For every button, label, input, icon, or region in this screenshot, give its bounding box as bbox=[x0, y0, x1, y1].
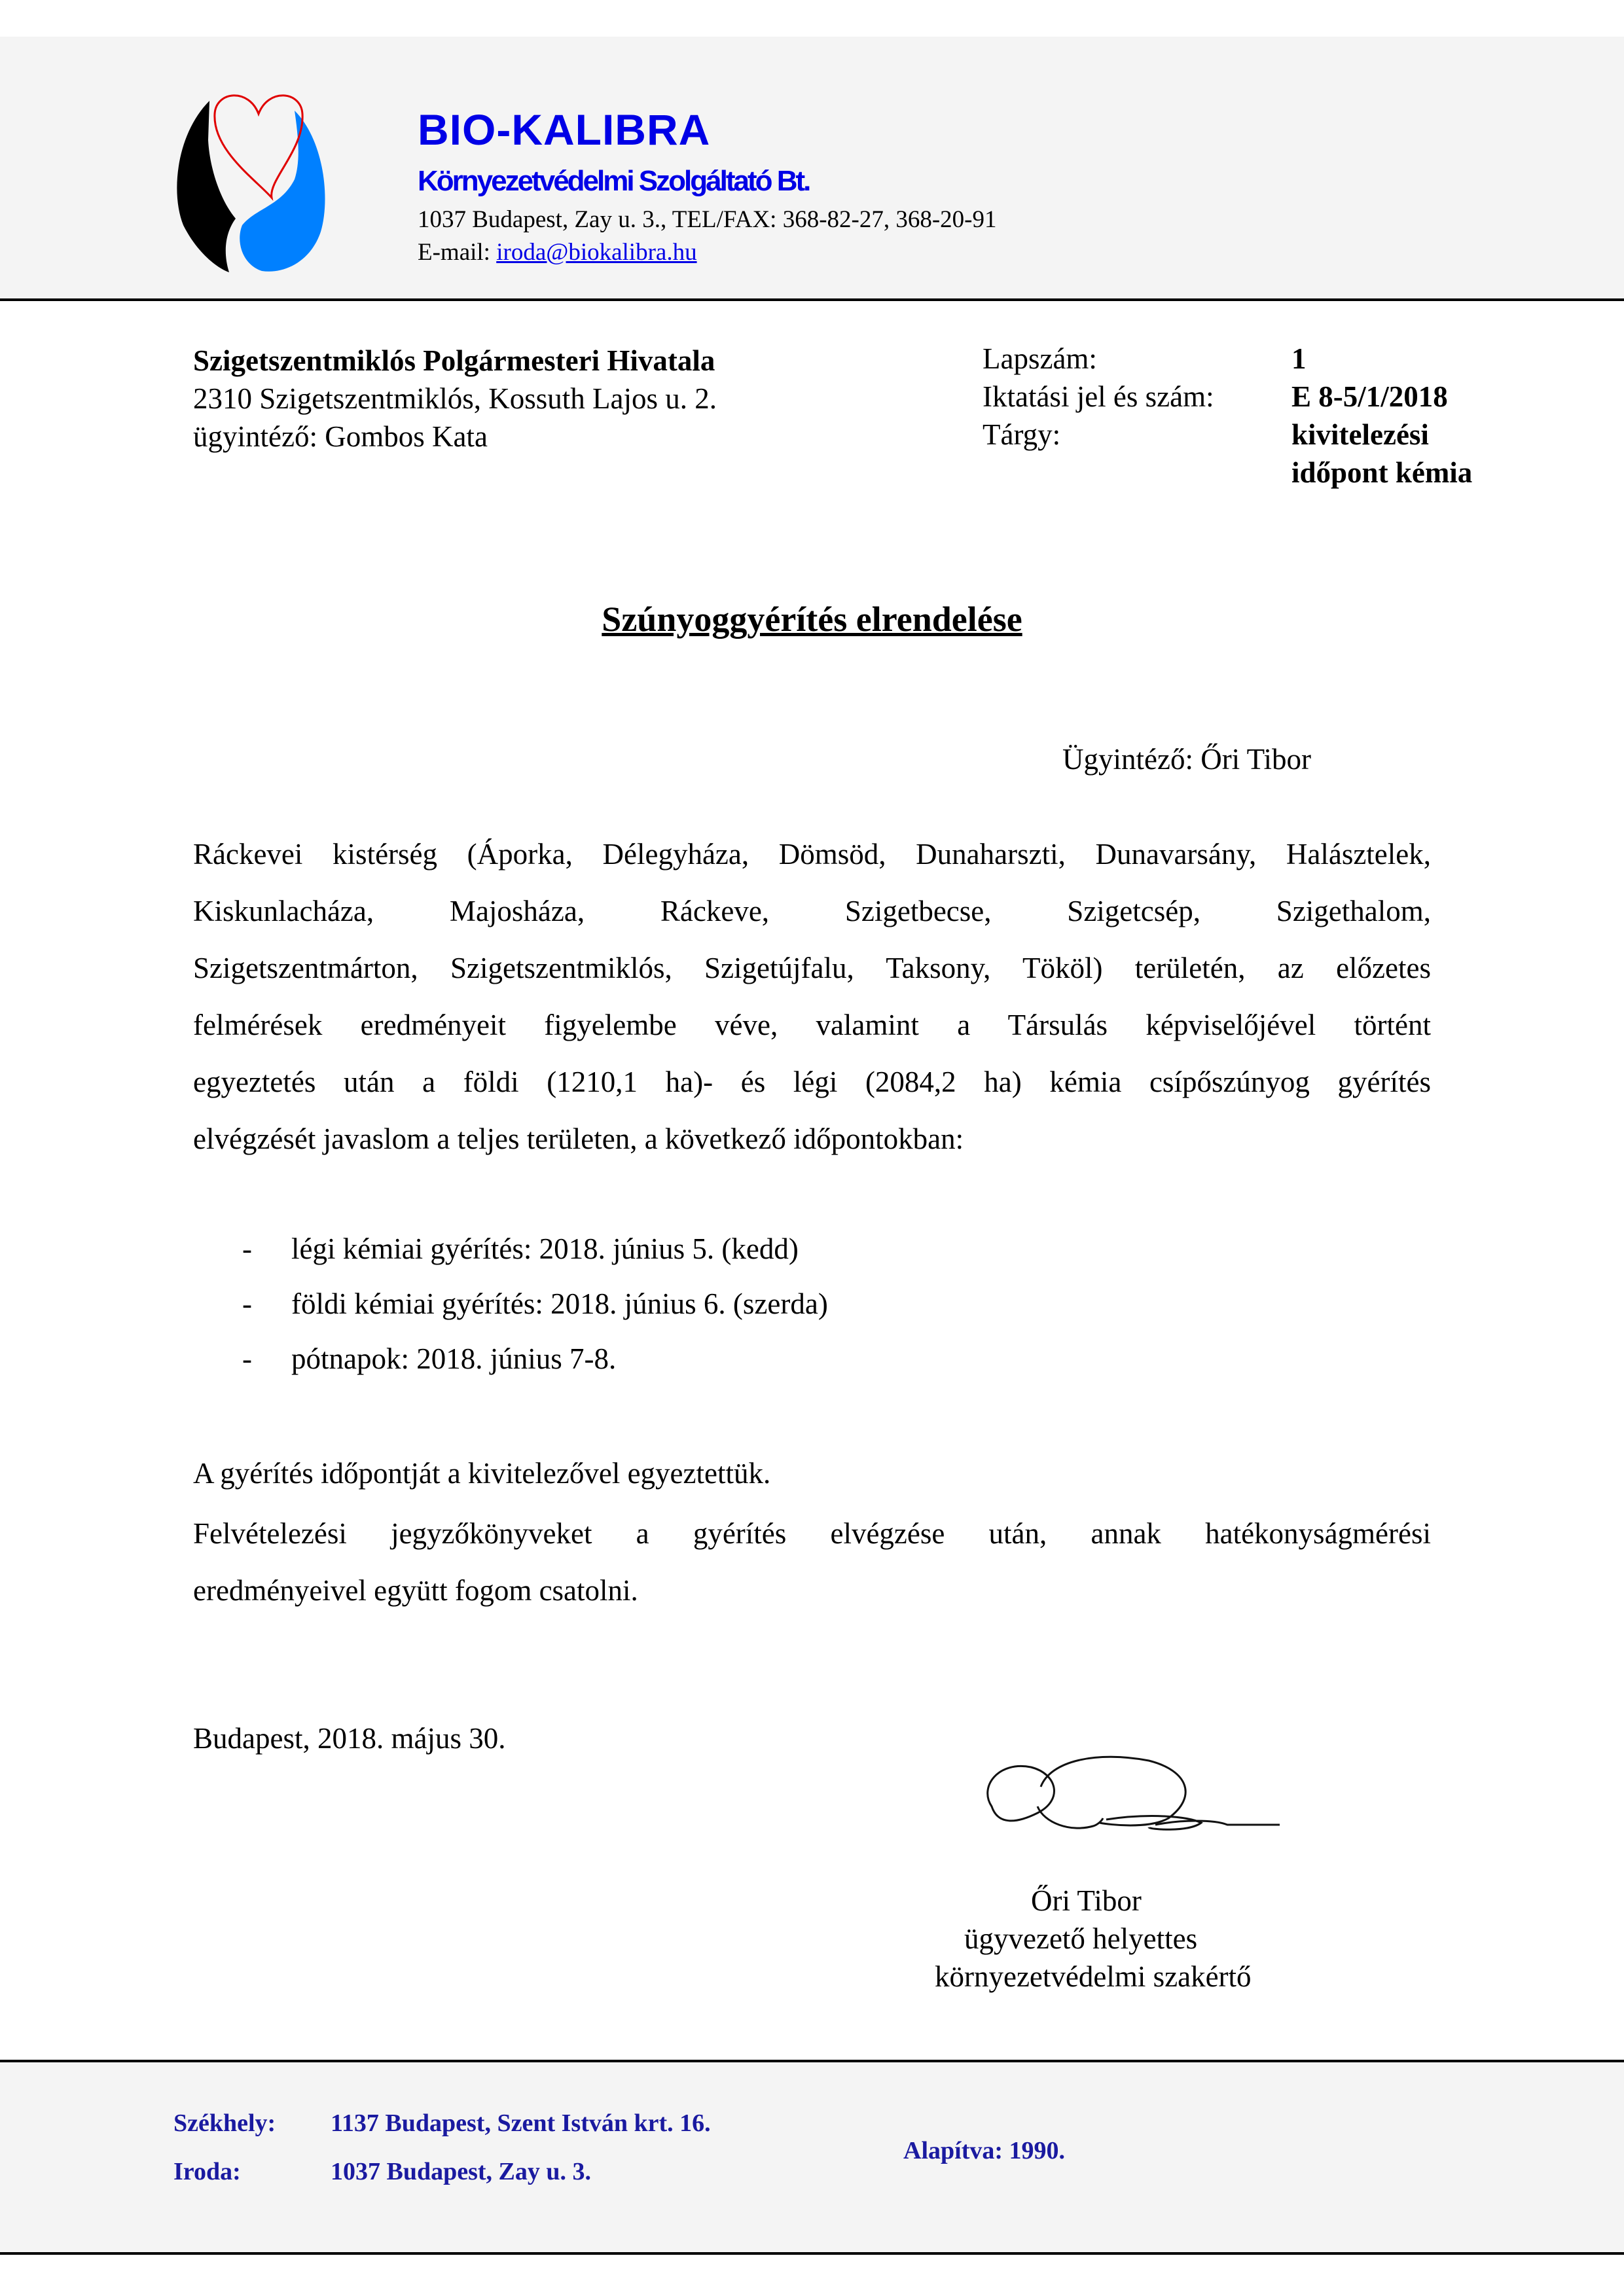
meta-value-page: 1 bbox=[1291, 342, 1307, 375]
footer-divider-bottom bbox=[0, 2252, 1624, 2255]
paragraph-line: Ráckevei kistérség (Áporka, Délegyháza, Dömsöd, Dunaharszti, Dunavarsány, Halásztelek, bbox=[193, 838, 1431, 870]
bullet-dash: - bbox=[242, 1287, 252, 1320]
meta-value-subject: kivitelezési bbox=[1291, 418, 1429, 451]
paragraph-line: eredményeivel együtt fogom csatolni. bbox=[193, 1574, 638, 1607]
document-handler: Ügyintéző: Őri Tibor bbox=[1062, 743, 1312, 776]
company-logo-icon bbox=[164, 88, 353, 278]
meta-label-reference: Iktatási jel és szám: bbox=[983, 380, 1214, 413]
document-title: Szúnyoggyérítés elrendelése bbox=[602, 600, 1022, 639]
bullet-dash: - bbox=[242, 1342, 252, 1375]
company-subtitle: Környezetvédelmi Szolgáltató Bt. bbox=[418, 165, 810, 197]
paragraph-line: Kiskunlacháza, Majosháza, Ráckeve, Szigetbecse, Szigetcsép, Szigethalom, bbox=[193, 895, 1431, 927]
meta-label-subject: Tárgy: bbox=[983, 418, 1061, 451]
company-name: BIO-KALIBRA bbox=[418, 105, 711, 154]
recipient-name: Szigetszentmiklós Polgármesteri Hivatala bbox=[193, 344, 715, 377]
bullet-dash: - bbox=[242, 1232, 252, 1265]
bullet-text: földi kémiai gyérítés: 2018. június 6. (szerda) bbox=[291, 1287, 828, 1320]
recipient-handler: ügyintéző: Gombos Kata bbox=[193, 420, 488, 453]
recipient-address: 2310 Szigetszentmiklós, Kossuth Lajos u. 2. bbox=[193, 382, 717, 415]
footer-seat-label: Székhely: bbox=[173, 2109, 276, 2137]
signature-icon bbox=[952, 1715, 1286, 1856]
signatory-role: környezetvédelmi szakértő bbox=[935, 1960, 1252, 1993]
footer-founded: Alapítva: 1990. bbox=[903, 2137, 1065, 2164]
company-email-line bbox=[418, 238, 697, 266]
email-label: E-mail: bbox=[418, 239, 497, 266]
email-link[interactable]: iroda@biokalibra.hu bbox=[496, 239, 697, 266]
closing-line: A gyérítés időpontját a kivitelezővel egyeztettük. bbox=[193, 1457, 771, 1490]
closing-paragraph bbox=[193, 1505, 1431, 1619]
paragraph-line: elvégzését javaslom a teljes területen, a következő időpontokban: bbox=[193, 1122, 964, 1155]
paragraph-line: Szigetszentmárton, Szigetszentmiklós, Szigetújfalu, Taksony, Tököl) területén, az előzetes bbox=[193, 952, 1431, 984]
bullet-text: légi kémiai gyérítés: 2018. június 5. (kedd) bbox=[291, 1232, 799, 1265]
main-paragraph bbox=[193, 826, 1431, 1168]
meta-value-subject-cont: időpont kémia bbox=[1291, 456, 1473, 489]
footer-office-label: Iroda: bbox=[173, 2158, 241, 2185]
letterhead-divider bbox=[0, 298, 1624, 301]
place-date: Budapest, 2018. május 30. bbox=[193, 1722, 506, 1755]
footer-seat-value: 1137 Budapest, Szent István krt. 16. bbox=[331, 2109, 711, 2137]
paragraph-line: Felvételezési jegyzőkönyveket a gyérítés elvégzése után, annak hatékonyságmérési bbox=[193, 1517, 1431, 1550]
footer-office-value: 1037 Budapest, Zay u. 3. bbox=[331, 2158, 592, 2185]
signatory-title: ügyvezető helyettes bbox=[964, 1922, 1198, 1955]
signature-area bbox=[952, 1715, 1286, 1856]
meta-value-reference: E 8-5/1/2018 bbox=[1291, 380, 1448, 413]
paragraph-line: felmérések eredményeit figyelembe véve, valamint a Társulás képviselőjével történt bbox=[193, 1009, 1431, 1041]
recipient-block bbox=[193, 342, 717, 456]
footer-band bbox=[0, 2062, 1624, 2253]
meta-label-page: Lapszám: bbox=[983, 342, 1097, 375]
paragraph-line: egyeztetés után a földi (1210,1 ha)- és légi (2084,2 ha) kémia csípőszúnyog gyérítés bbox=[193, 1066, 1431, 1098]
bullet-text: pótnapok: 2018. június 7-8. bbox=[291, 1342, 617, 1375]
company-address: 1037 Budapest, Zay u. 3., TEL/FAX: 368-82-27, 368-20-91 bbox=[418, 206, 997, 233]
signatory-name: Őri Tibor bbox=[1031, 1884, 1142, 1917]
